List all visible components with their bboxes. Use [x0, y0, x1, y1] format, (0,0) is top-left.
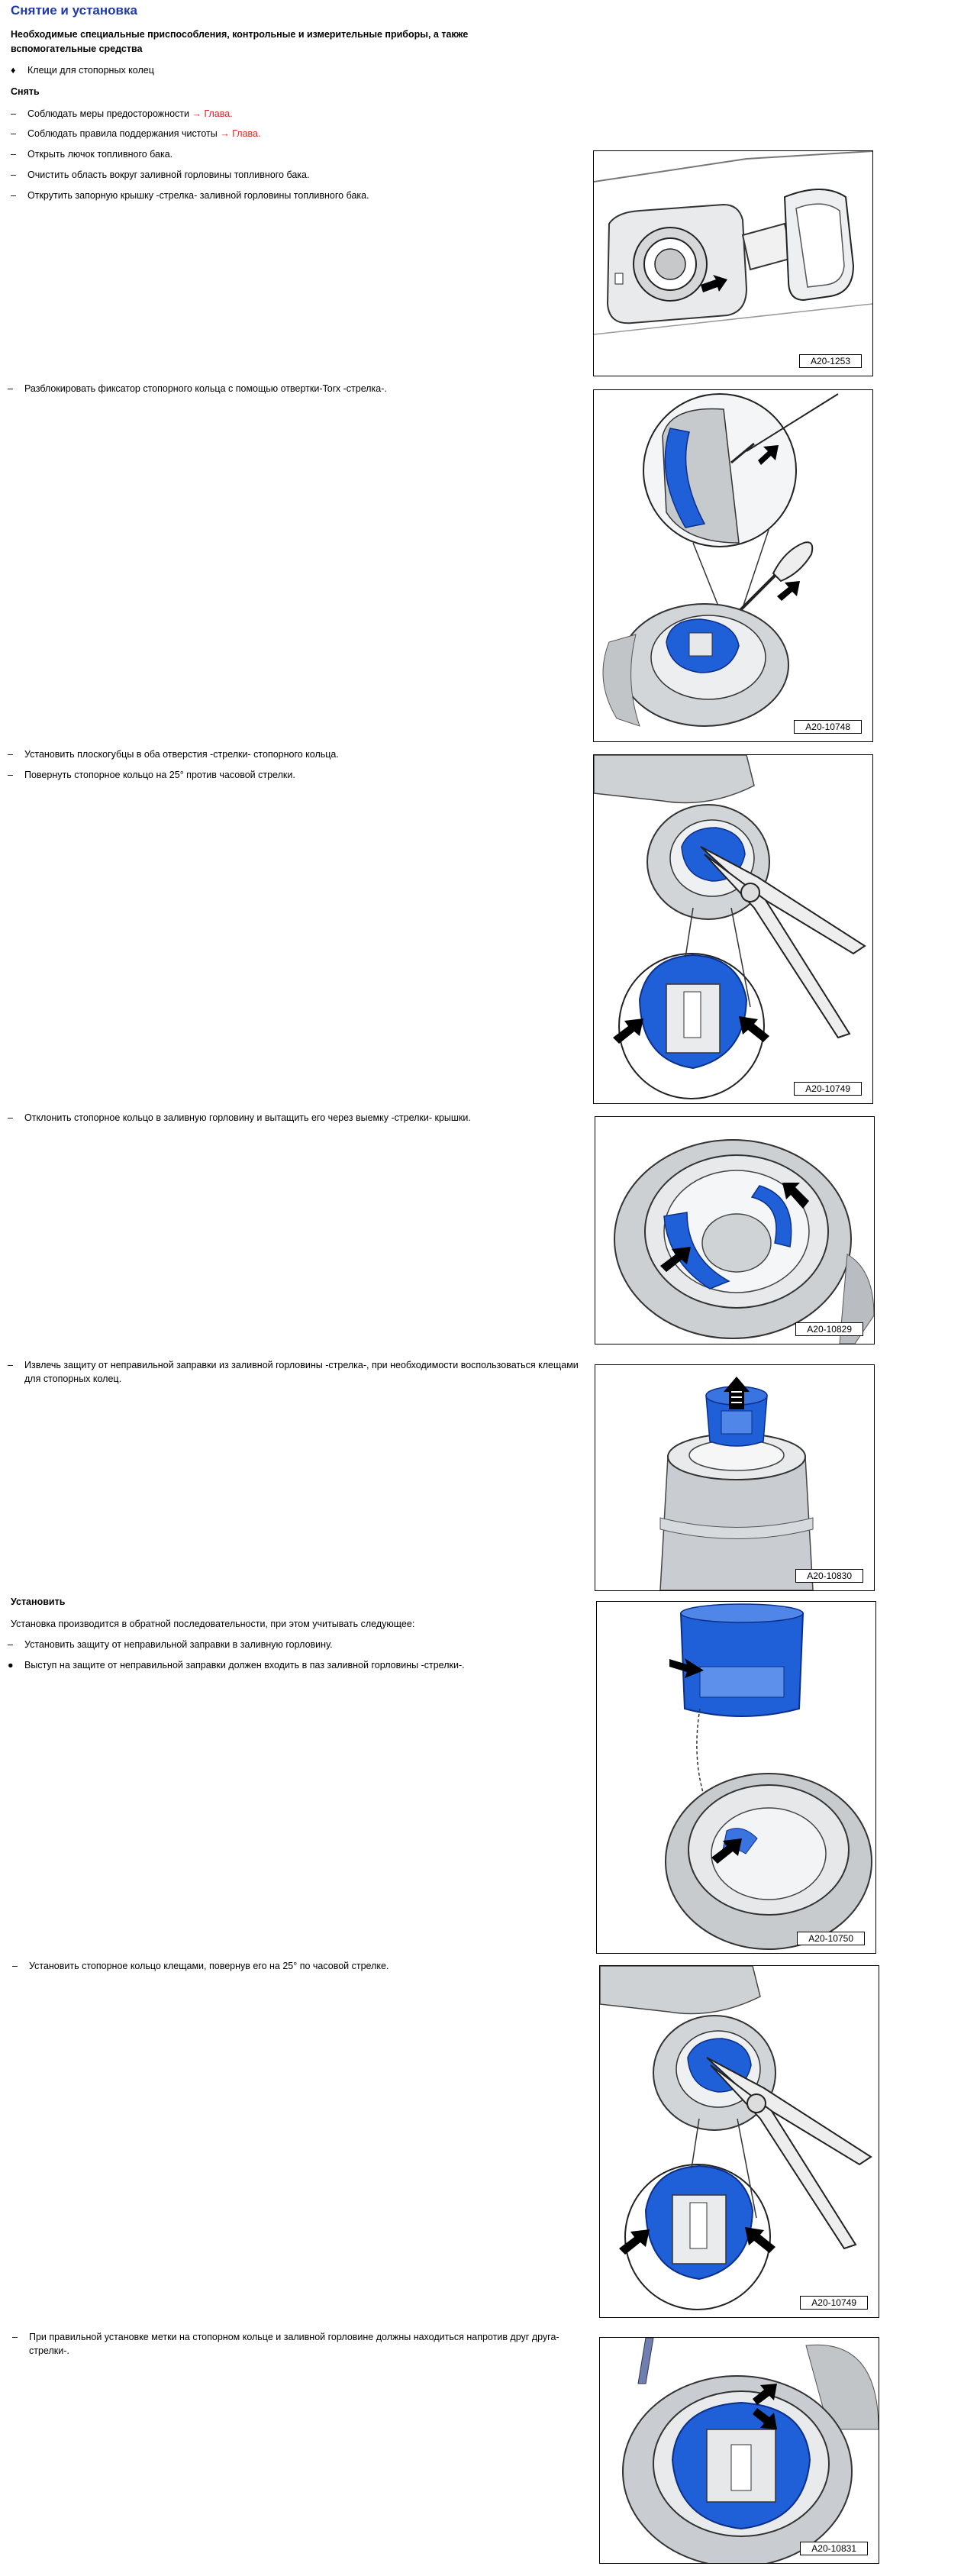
figure-alignment-marks — [599, 2337, 879, 2564]
remove-step-7-text: Установить плоскогубцы в оба отверстия -стрелки- стопорного кольца. — [24, 749, 339, 760]
figure-fuel-flap — [593, 150, 873, 376]
remove-step-9-text: Отклонить стопорное кольцо в заливную горловину и вытащить его через выемку -стрелки- крышки. — [24, 1112, 471, 1123]
figure-pliers-rotate — [593, 754, 873, 1104]
tools-heading: Необходимые специальные приспособления, контрольные и измерительные приборы, а также вспомогательные средства — [11, 29, 469, 54]
tools-item-text: Клещи для стопорных колец — [27, 65, 154, 76]
remove-step-3 — [11, 147, 173, 161]
tools-item — [11, 63, 154, 77]
figure-label: A20-10831 — [800, 2542, 868, 2555]
dash-bullet: – — [8, 770, 13, 780]
remove-step-1-text: Соблюдать меры предосторожности — [27, 108, 189, 119]
remove-step-5 — [11, 189, 369, 202]
dash-bullet: – — [11, 128, 16, 139]
figure-label: A20-10749 — [794, 1082, 862, 1096]
install-step-2-text: Установить стопорное кольцо клещами, повернув его на 25° по часовой стрелке. — [29, 1961, 389, 1971]
figure-label: A20-10829 — [795, 1322, 863, 1336]
dash-bullet: – — [8, 749, 13, 760]
fuel-flap-illustration — [594, 151, 872, 376]
pliers-install-illustration — [600, 1966, 879, 2317]
dash-bullet: – — [11, 149, 16, 160]
install-note-1-text: Выступ на защите от неправильной заправки должен входить в паз заливной горловины -стрелки-. — [24, 1660, 465, 1671]
install-note-2 — [12, 2330, 579, 2358]
install-note-2-text: При правильной установке метки на стопорном кольце и заливной горловине должны находиться напротив друг друга-стрелки-. — [29, 2332, 559, 2356]
install-step-2 — [12, 1959, 389, 1973]
install-heading: Установить — [11, 1596, 66, 1607]
dash-bullet: – — [11, 169, 16, 180]
remove-step-3-text: Открыть лючок топливного бака. — [27, 149, 173, 160]
figure-label: A20-1253 — [799, 354, 862, 368]
figure-label: A20-10748 — [794, 720, 862, 734]
chapter-link-2[interactable]: → Глава. — [220, 128, 261, 139]
screwdriver-illustration — [594, 390, 872, 741]
alignment-marks-illustration — [600, 2338, 879, 2563]
remove-step-10-text: Извлечь защиту от неправильной заправки из заливной горловины -стрелка-, при необходимости воспользоваться клещами для стопорных колец. — [24, 1360, 579, 1384]
remove-step-5-text: Открутить запорную крышку -стрелка- заливной горловины топливного бака. — [27, 190, 369, 201]
remove-step-2 — [11, 127, 260, 140]
diamond-bullet-icon: ♦ — [11, 65, 16, 76]
remove-heading: Снять — [11, 86, 40, 97]
figure-misfuel-install — [596, 1601, 876, 1954]
dash-bullet: – — [11, 190, 16, 201]
remove-step-4 — [11, 168, 309, 182]
remove-step-8-text: Повернуть стопорное кольцо на 25° против часовой стрелки. — [24, 770, 295, 780]
remove-step-2-text: Соблюдать правила поддержания чистоты — [27, 128, 218, 139]
figure-ring-removal — [595, 1116, 875, 1344]
install-step-1-text: Установить защиту от неправильной заправки в заливную горловину. — [24, 1639, 333, 1650]
chapter-link-1[interactable]: → Глава. — [192, 108, 233, 119]
dot-bullet-icon: ● — [8, 1660, 14, 1671]
install-step-1 — [8, 1638, 333, 1651]
install-intro: Установка производится в обратной последовательности, при этом учитывать следующее: — [11, 1619, 415, 1629]
remove-step-6 — [8, 382, 387, 395]
remove-step-6-text: Разблокировать фиксатор стопорного кольца с помощью отвертки-Torx -стрелка-. — [24, 383, 387, 394]
misfuel-removal-illustration — [595, 1365, 874, 1590]
remove-step-10 — [8, 1358, 582, 1386]
dash-bullet: – — [12, 1961, 18, 1971]
dash-bullet: – — [11, 108, 16, 119]
figure-label: A20-10830 — [795, 1569, 863, 1583]
dash-bullet: – — [12, 2332, 18, 2342]
install-note-1 — [8, 1658, 465, 1672]
figure-label: A20-10749 — [800, 2296, 868, 2310]
figure-pliers-install — [599, 1965, 879, 2318]
remove-step-4-text: Очистить область вокруг заливной горловины топливного бака. — [27, 169, 310, 180]
remove-step-1 — [11, 107, 233, 121]
figure-screwdriver-unlock — [593, 389, 873, 742]
dash-bullet: – — [8, 1639, 13, 1650]
page-title: Снятие и установка — [11, 3, 137, 18]
remove-step-7 — [8, 747, 339, 761]
dash-bullet: – — [8, 1112, 13, 1123]
dash-bullet: – — [8, 1360, 13, 1370]
remove-step-9 — [8, 1111, 471, 1125]
pliers-illustration — [594, 755, 872, 1103]
remove-step-8 — [8, 768, 295, 782]
misfuel-install-illustration — [597, 1602, 875, 1953]
ring-removal-illustration — [595, 1117, 874, 1344]
figure-label: A20-10750 — [797, 1932, 865, 1945]
figure-misfuel-removal — [595, 1364, 875, 1591]
dash-bullet: – — [8, 383, 13, 394]
